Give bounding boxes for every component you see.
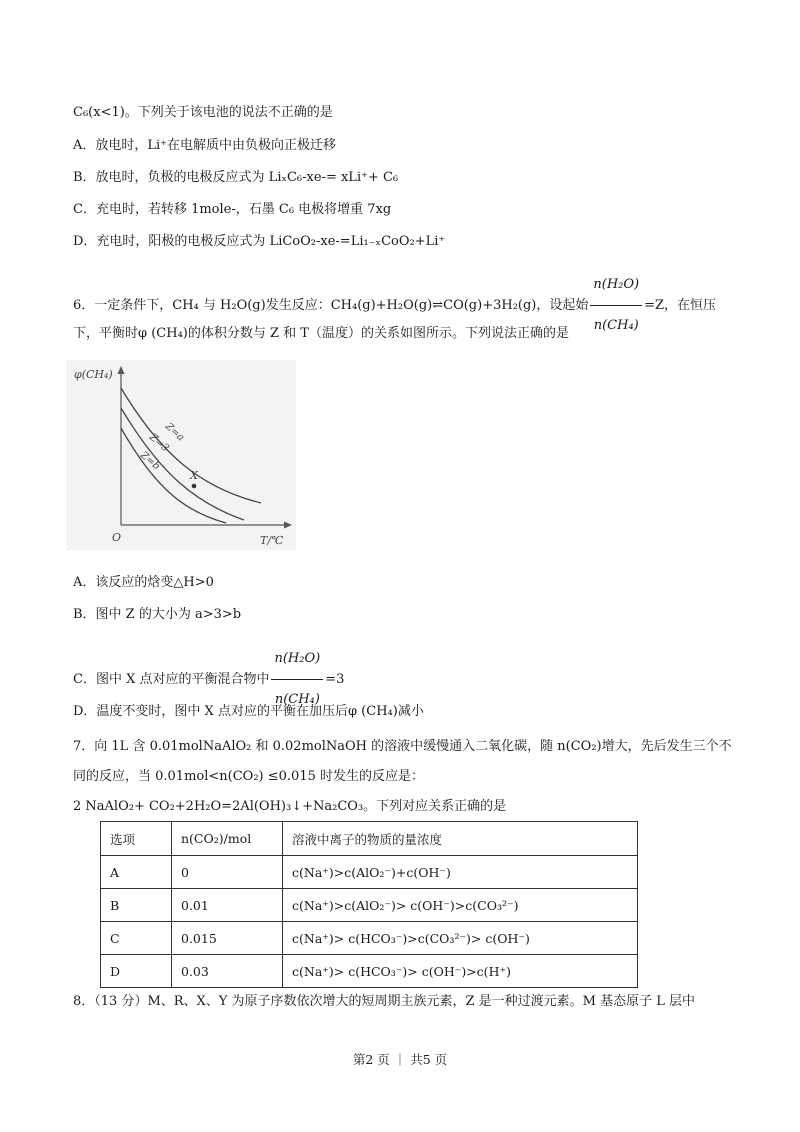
point-x-marker	[192, 484, 197, 489]
q5-option-b: B．放电时，负极的电极反应式为 LiₓC₆-xe-= xLi⁺+ C₆	[73, 170, 399, 185]
q6-stem-pre: 6．一定条件下，CH₄ 与 H₂O(g)发生反应：CH₄(g)+H₂O(g)⇌CO(g)+3H₂(g)，设起始	[73, 298, 589, 313]
table-cell: B	[101, 889, 172, 922]
fraction-numerator: n(H₂O)	[271, 640, 323, 680]
table-row	[101, 856, 638, 889]
curve-label-z-3: Z=3	[147, 431, 171, 455]
table-header-concentration: 溶液中离子的物质的量浓度	[283, 822, 638, 856]
q6-stem-line2: 下，平衡时φ (CH₄)的体积分数与 Z 和 T（温度）的关系如图所示。下列说法正确的是	[73, 326, 569, 341]
point-x-label: X	[190, 469, 198, 482]
q6-option-c-pre: C．图中 X 点对应的平衡混合物中	[73, 672, 270, 687]
q7-stem-line2: 同的反应，当 0.01mol<n(CO₂) ≤0.015 时发生的反应是：	[73, 769, 424, 784]
curve-label-z-a: Z=a	[162, 421, 187, 444]
q5-continuation: C₆(x<1)。下列关于该电池的说法不正确的是	[73, 105, 333, 120]
table-cell: A	[101, 856, 172, 889]
table-cell: 0	[172, 856, 283, 889]
q6-stem-post: =Z，在恒压	[644, 298, 717, 313]
table-header-row	[101, 822, 638, 856]
table-cell: c(Na⁺)> c(HCO₃⁻)> c(OH⁻)>c(H⁺)	[283, 955, 638, 988]
q5-option-a: A．放电时，Li⁺在电解质中由负极向正极迁移	[73, 138, 337, 153]
q6-option-d: D．温度不变时，图中 X 点对应的平衡在加压后φ (CH₄)减小	[73, 704, 424, 719]
curve-label-z-b: Z=b	[138, 449, 162, 473]
fraction-numerator: n(H₂O)	[590, 266, 642, 306]
chart-background	[66, 360, 296, 550]
table-row	[101, 922, 638, 955]
equilibrium-chart	[66, 360, 296, 550]
page-footer: 第2 页 ｜ 共5 页	[352, 1052, 448, 1067]
table-row	[101, 889, 638, 922]
q6-option-b: B．图中 Z 的大小为 a>3>b	[73, 607, 242, 622]
y-axis-label: φ(CH₄)	[74, 368, 113, 381]
table-cell: 0.03	[172, 955, 283, 988]
q6-z-fraction	[590, 266, 642, 345]
table-header-option: 选项	[101, 822, 172, 856]
table-cell: 0.01	[172, 889, 283, 922]
table-cell: c(Na⁺)> c(HCO₃⁻)>c(CO₃²⁻)> c(OH⁻)	[283, 922, 638, 955]
q7-stem-line1: 7．向 1L 含 0.01molNaAlO₂ 和 0.02molNaOH 的溶液中缓慢通入二氧化碳，随 n(CO₂)增大，先后发生三个不	[73, 739, 732, 754]
fraction-denominator: n(CH₄)	[274, 692, 320, 707]
q7-answer-table	[100, 821, 638, 988]
table-cell: C	[101, 922, 172, 955]
table-header-nco2: n(CO₂)/mol	[172, 822, 283, 856]
q6-option-a: A．该反应的焓变△H>0	[73, 575, 214, 590]
q8-stem-line1: 8．（13 分）M、R、X、Y 为原子序数依次增大的短周期主族元素，Z 是一种过渡元素。M 基态原子 L 层中	[73, 994, 696, 1009]
table-cell: 0.015	[172, 922, 283, 955]
origin-label: O	[112, 531, 122, 544]
q5-option-d: D．充电时，阳极的电极反应式为 LiCoO₂-xe-=Li₁₋ₓCoO₂+Li⁺	[73, 234, 446, 249]
q6-option-c-post: =3	[325, 672, 345, 687]
table-cell: D	[101, 955, 172, 988]
table-cell: c(Na⁺)>c(AlO₂⁻)+c(OH⁻)	[283, 856, 638, 889]
table-cell: c(Na⁺)>c(AlO₂⁻)> c(OH⁻)>c(CO₃²⁻)	[283, 889, 638, 922]
x-axis-label: T/℃	[260, 534, 284, 547]
q5-option-c: C．充电时，若转移 1mole-，石墨 C₆ 电极将增重 7xg	[73, 202, 392, 217]
fraction-denominator: n(CH₄)	[593, 318, 639, 333]
table-row	[101, 955, 638, 988]
q7-stem-line3: 2 NaAlO₂+ CO₂+2H₂O=2Al(OH)₃↓+Na₂CO₃。下列对应关系正确的是	[73, 799, 507, 814]
